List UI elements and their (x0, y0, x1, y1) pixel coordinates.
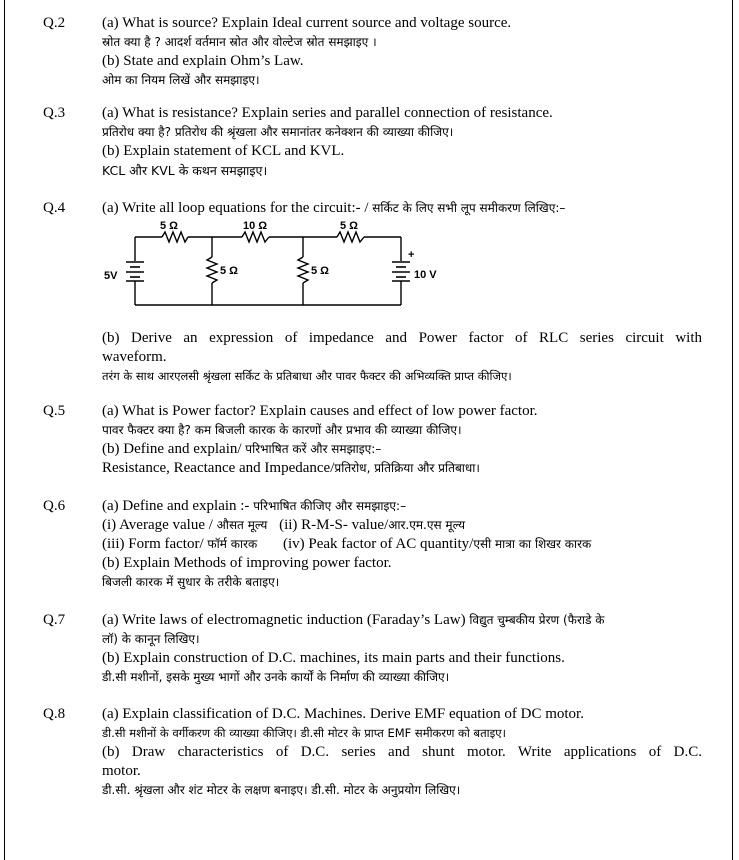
subitem-i-hindi: औसत मूल्य (216, 518, 268, 532)
label-source-left: 5V (104, 270, 118, 282)
question-text: (b) Explain construction of D.C. machines, its main parts and their functions. (102, 650, 565, 666)
question-text-hindi: प्रतिरोध क्या है? प्रतिरोध की श्रृंखला और समानांतर कनेक्शन की व्याख्या कीजिए। (102, 125, 454, 139)
question-text-en: (a) Write all loop equations for the circuit:- / (102, 200, 373, 216)
question-text-en: (a) Write laws of electromagnetic induction (Faraday’s Law) (102, 612, 470, 628)
question-number: Q.5 (43, 403, 66, 419)
question-number: Q.8 (43, 706, 66, 722)
question-number: Q.2 (43, 15, 66, 31)
question-text-hindi: स्रोत क्या है ? आदर्श वर्तमान स्रोत और वोल्टेज स्रोत समझाइए । (102, 35, 377, 49)
question-text-hindi: तरंग के साथ आरएलसी श्रृंखला सर्किट के प्रतिबाधा और पावर फैक्टर की अभिव्यक्ति प्राप्त कीजिए। (102, 369, 512, 383)
question-text (102, 440, 702, 459)
label-plus: + (408, 249, 415, 261)
question-number: Q.6 (43, 498, 66, 514)
question-text-hindi: प्रतिरोध, प्रतिक्रिया और प्रतिबाधा। (334, 461, 480, 475)
label-source-right: 10 V (414, 269, 437, 281)
question-text-hindi: लॉ) के कानून लिखिए। (102, 632, 200, 646)
question-text (102, 459, 702, 478)
question-text-hindi: परिभाषित कीजिए और समझाइए:– (253, 499, 407, 513)
battery-left (126, 262, 144, 281)
label-r-shunt-2: 5 Ω (311, 265, 329, 277)
question-number: Q.4 (43, 200, 66, 216)
subitem-iv: (iv) Peak factor of AC quantity/ (282, 536, 474, 552)
label-r-top-3: 5 Ω (340, 220, 358, 232)
question-text: (b) Draw characteristics of D.C. series and shunt motor. Write applications of D.C. (102, 744, 702, 760)
question-text: (b) Explain statement of KCL and KVL. (102, 143, 345, 159)
question-text-hindi: पावर फैक्टर क्या है? कम बिजली कारक के कारणों और प्रभाव की व्याख्या कीजिए। (102, 423, 462, 437)
subitem-ii: (ii) R-M-S- value/ (279, 517, 389, 533)
question-number: Q.7 (43, 612, 66, 628)
question-text-en: Resistance, Reactance and Impedance/ (102, 460, 335, 476)
question-text-hindi: विद्युत चुम्बकीय प्रेरण (फैराडे के (469, 613, 605, 627)
question-subitems (102, 516, 702, 535)
question-text: waveform. (102, 349, 167, 365)
question-text-hindi: बिजली कारक में सुधार के तरीके बताइए। (102, 575, 280, 589)
question-text-hindi: सर्किट के लिए सभी लूप समीकरण लिखिए:– (372, 201, 566, 215)
question-text-hindi: डी.सी. श्रृंखला और शंट मोटर के लक्षण बनाइए। डी.सी. मोटर के अनुप्रयोग लिखिए। (102, 783, 461, 797)
subitem-iii: (iii) Form factor/ (102, 536, 208, 552)
question-text: (a) What is Power factor? Explain causes and effect of low power factor. (102, 403, 538, 419)
question-text (102, 497, 702, 516)
subitem-iv-hindi: एसी मात्रा का शिखर कारक (473, 537, 592, 551)
label-r-shunt-1: 5 Ω (220, 265, 238, 277)
battery-right (392, 262, 410, 281)
question-text: (b) Explain Methods of improving power factor. (102, 555, 392, 571)
question-text-mixed: KCL और KVL के कथन समझाइए। (102, 163, 268, 178)
question-text-hindi: ओम का नियम लिखें और समझाइए। (102, 73, 260, 87)
resistor-top-1 (162, 232, 188, 242)
question-text: motor. (102, 763, 141, 779)
label-r-top-1: 5 Ω (160, 220, 178, 232)
circuit-diagram (100, 215, 460, 325)
resistor-shunt-1 (207, 257, 217, 283)
question-text-hindi: डी.सी मशीनों, इसके मुख्य भागों और उनके कार्यों के निर्माण की व्याख्या कीजिए। (102, 670, 450, 684)
resistor-top-2 (242, 232, 269, 242)
resistor-shunt-2 (298, 257, 308, 283)
subitem-iii-hindi: फॉर्म कारक (207, 537, 258, 551)
label-r-top-2: 10 Ω (243, 220, 268, 232)
question-text: (b) Derive an expression of impedance and Power factor of RLC series circuit with (102, 330, 702, 346)
resistor-top-3 (337, 232, 364, 242)
subitem-ii-hindi: आर.एम.एस मूल्य (388, 518, 466, 532)
question-text (102, 611, 702, 630)
subitem-i: (i) Average value / (102, 517, 217, 533)
question-text-en: (b) Define and explain/ (102, 441, 246, 457)
question-text-hindi: परिभाषित करें और समझाइए:– (245, 442, 382, 456)
question-text: (b) State and explain Ohm’s Law. (102, 53, 304, 69)
question-text-en: (a) Define and explain :- (102, 498, 254, 514)
question-text: (a) Explain classification of D.C. Machines. Derive EMF equation of DC motor. (102, 706, 584, 722)
question-number: Q.3 (43, 105, 66, 121)
question-subitems (102, 535, 702, 554)
question-text: (a) What is resistance? Explain series and parallel connection of resistance. (102, 105, 553, 121)
question-text: (a) What is source? Explain Ideal current source and voltage source. (102, 15, 512, 31)
question-text-hindi: डी.सी मशीनों के वर्गीकरण की व्याख्या कीजिए। डी.सी मोटर के प्राप्त EMF समीकरण को बताइए। (102, 726, 506, 740)
